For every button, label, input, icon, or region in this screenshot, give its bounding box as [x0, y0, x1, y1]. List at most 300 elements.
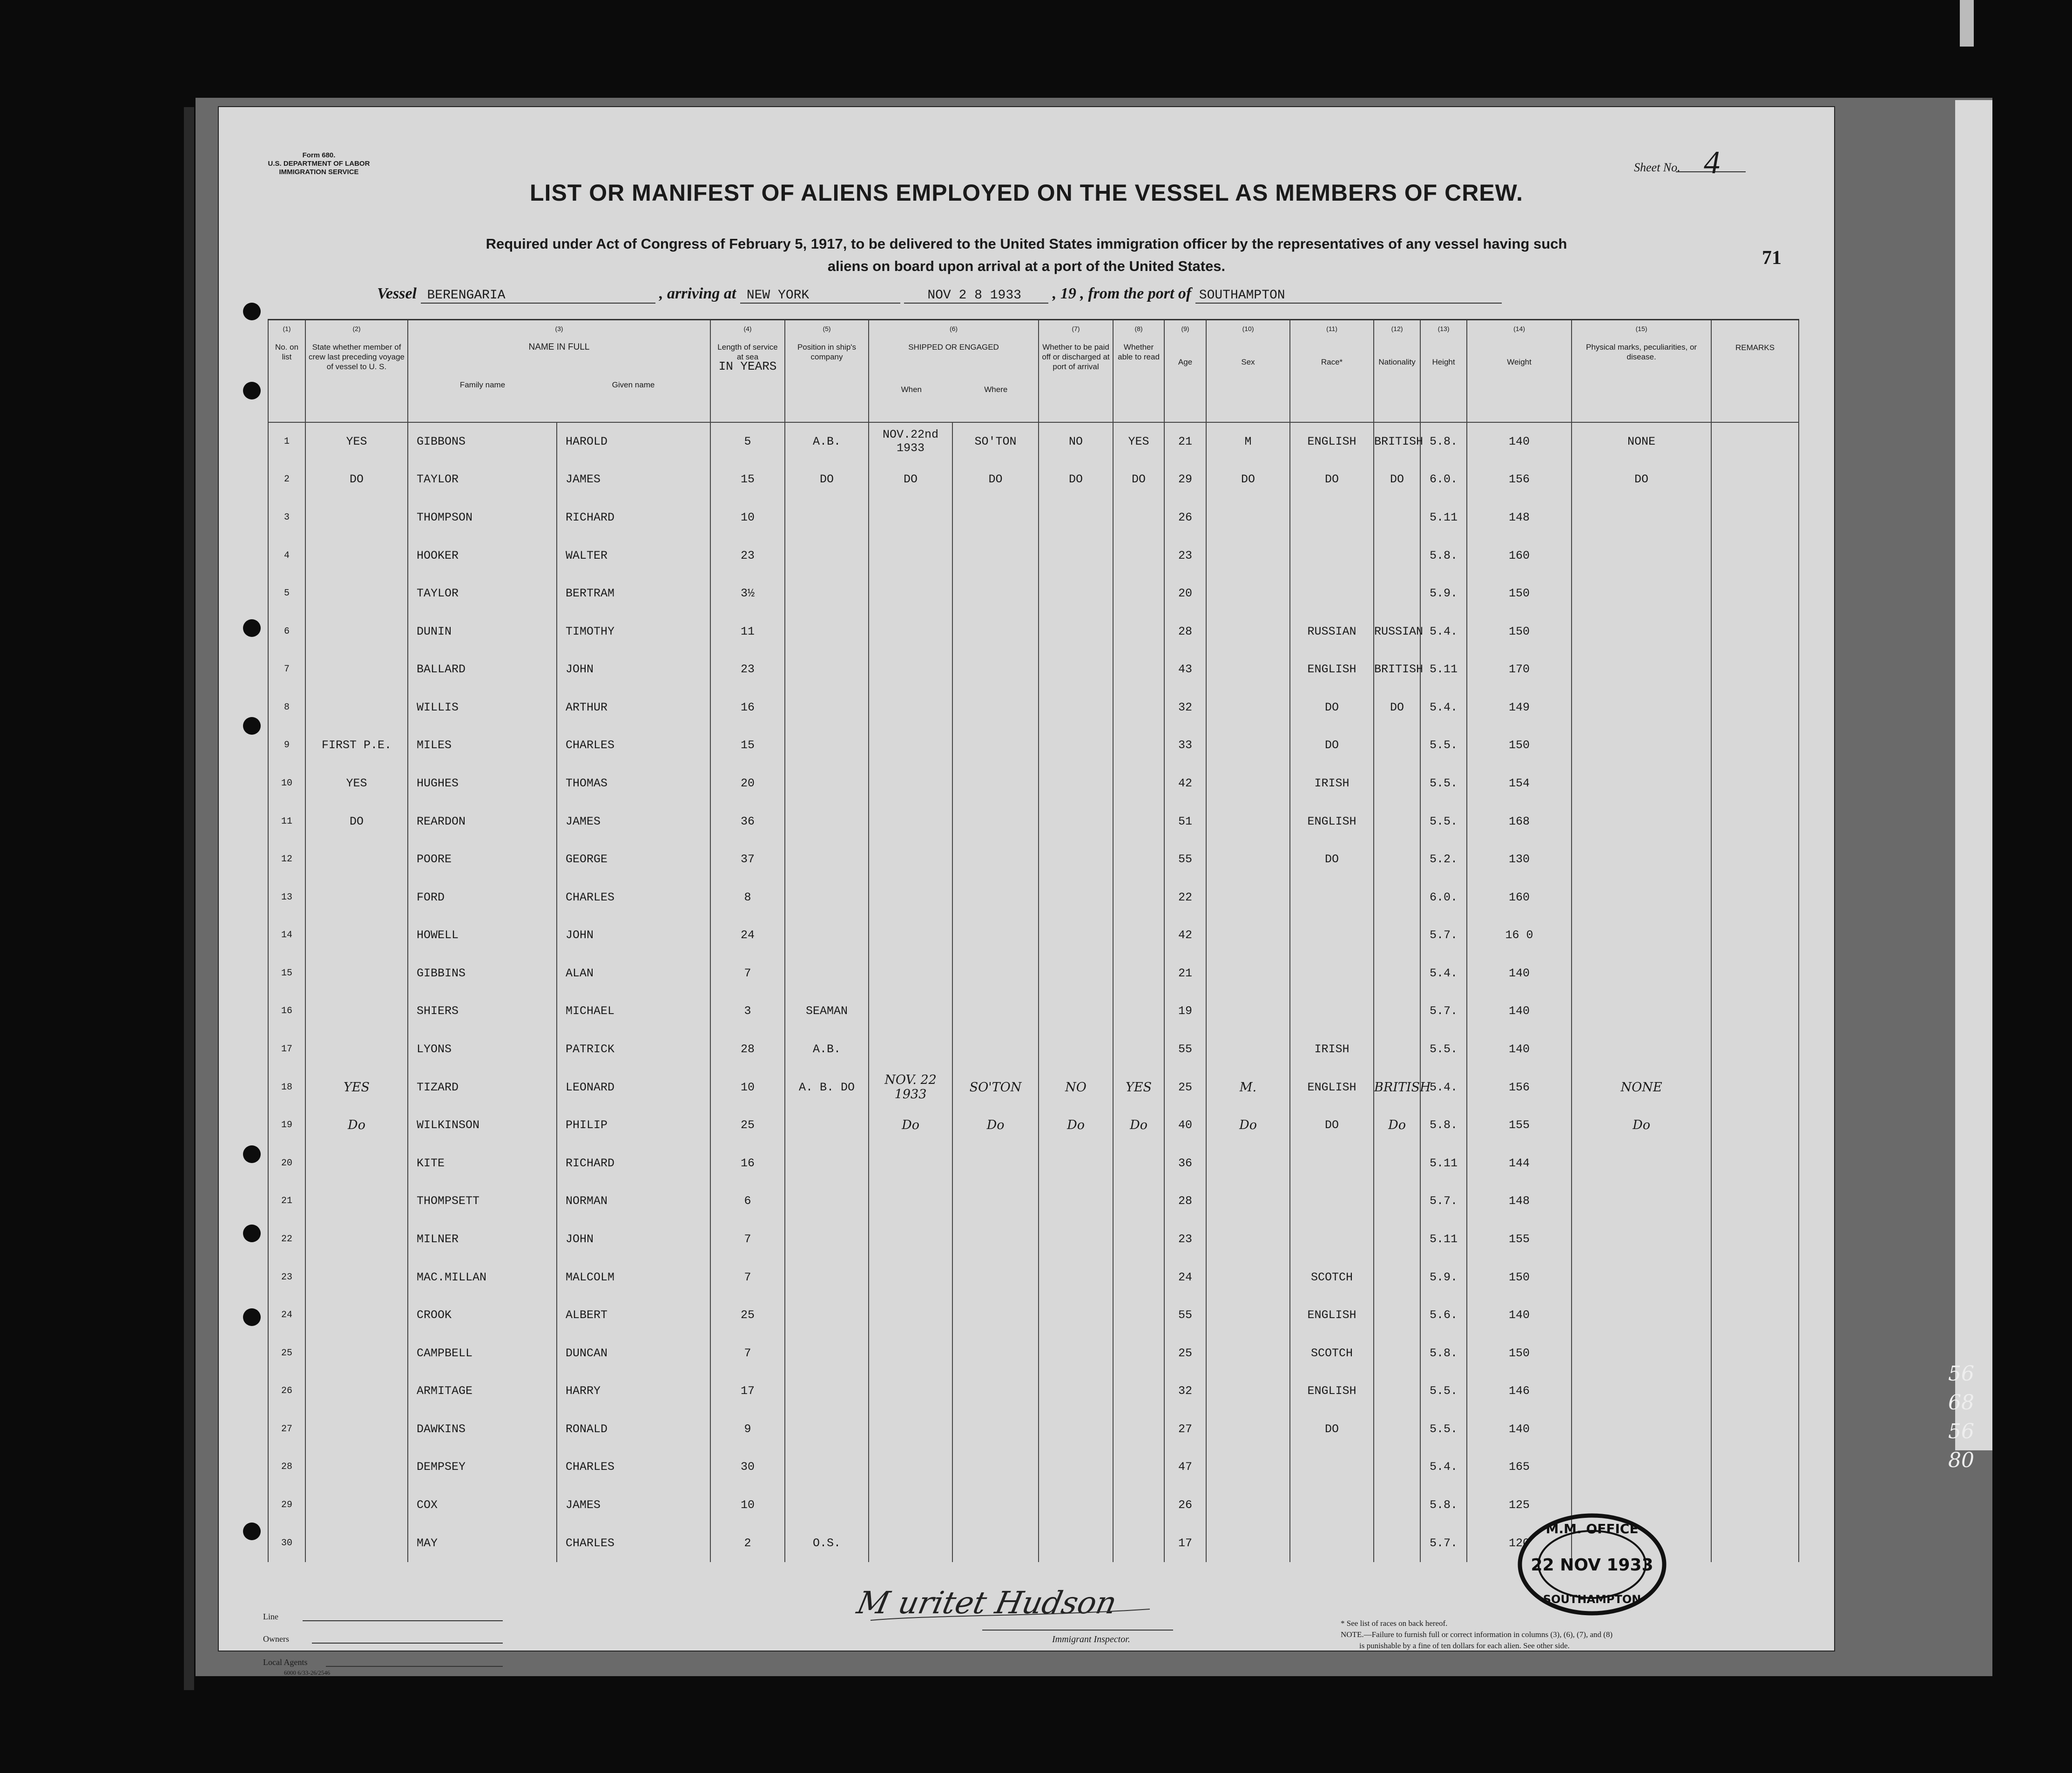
cell-height: 5.5. [1420, 765, 1467, 803]
cell-when [869, 765, 952, 803]
table-row [268, 1182, 1799, 1220]
cell-height: 5.5. [1420, 1030, 1467, 1069]
cell-race [1290, 1486, 1374, 1524]
cell-family-name: FORD [408, 878, 557, 916]
cell-race: ENGLISH [1290, 802, 1374, 840]
cell-family-name: TAYLOR [408, 575, 557, 613]
cell-service: 9 [710, 1410, 785, 1448]
cell-family-name: DEMPSEY [408, 1448, 557, 1486]
cell-height: 5.4. [1420, 954, 1467, 993]
cell-state [305, 1334, 408, 1372]
cell-no: 27 [268, 1410, 305, 1448]
cell-age: 17 [1164, 1524, 1206, 1562]
cell-read [1113, 1448, 1164, 1486]
cell-race [1290, 1524, 1374, 1562]
cell-no: 7 [268, 650, 305, 689]
cell-state [305, 1410, 408, 1448]
cell-sex [1206, 878, 1290, 916]
cell-state [305, 1220, 408, 1259]
cell-when [869, 954, 952, 993]
cell-height: 5.11 [1420, 1144, 1467, 1183]
cell-paid-off [1039, 765, 1113, 803]
cell-weight: 154 [1467, 765, 1572, 803]
cell-remarks [1711, 916, 1799, 954]
from-label: , from the port of [1080, 285, 1192, 302]
cell-read: YES [1113, 1068, 1164, 1106]
cell-marks [1572, 1410, 1711, 1448]
stamp-graphic [1515, 1511, 1669, 1618]
cell-age: 51 [1164, 802, 1206, 840]
cell-paid-off [1039, 878, 1113, 916]
cell-given-name: THOMAS [557, 765, 710, 803]
cell-height: 5.11 [1420, 650, 1467, 689]
cell-marks [1572, 1258, 1711, 1296]
cell-read [1113, 1220, 1164, 1259]
cell-read [1113, 575, 1164, 613]
cell-no: 15 [268, 954, 305, 993]
cell-paid-off [1039, 1334, 1113, 1372]
col-header-sex: (10) Sex [1206, 320, 1290, 422]
cell-state [305, 1524, 408, 1562]
col-header-given: Given name [612, 380, 655, 389]
cell-marks [1572, 765, 1711, 803]
cell-no: 8 [268, 689, 305, 727]
cell-race: SCOTCH [1290, 1258, 1374, 1296]
margin-notes: 56 68 56 80 [1948, 1362, 1974, 1472]
cell-weight: 170 [1467, 650, 1572, 689]
agents-underline [326, 1666, 503, 1667]
cell-family-name: REARDON [408, 802, 557, 840]
cell-no: 3 [268, 499, 305, 537]
cell-sex [1206, 1258, 1290, 1296]
cell-race [1290, 1144, 1374, 1183]
cell-marks [1572, 499, 1711, 537]
cell-remarks [1711, 460, 1799, 499]
cell-age: 55 [1164, 1030, 1206, 1069]
cell-read [1113, 802, 1164, 840]
cell-weight: 16 0 [1467, 916, 1572, 954]
col-header-state: (2) State whether member of crew last preceding voyage of vessel to U. S. [305, 320, 408, 422]
binding-edge [184, 107, 194, 1690]
cell-age: 24 [1164, 1258, 1206, 1296]
cell-given-name: BERTRAM [557, 575, 710, 613]
cell-age: 55 [1164, 1296, 1206, 1334]
col-header-where: Where [984, 385, 1008, 394]
cell-marks: Do [1572, 1106, 1711, 1144]
cell-where [952, 1182, 1039, 1220]
cell-age: 20 [1164, 575, 1206, 613]
cell-read [1113, 536, 1164, 575]
cell-family-name: GIBBINS [408, 954, 557, 993]
cell-read [1113, 1030, 1164, 1069]
table-row [268, 878, 1799, 916]
cell-remarks [1711, 575, 1799, 613]
table-row [268, 840, 1799, 879]
cell-sex [1206, 802, 1290, 840]
cell-when [869, 650, 952, 689]
table-row [268, 1334, 1799, 1372]
cell-read [1113, 992, 1164, 1030]
cell-position [785, 802, 869, 840]
cell-no: 9 [268, 726, 305, 765]
col-header-no: (1) No. on list [268, 320, 305, 422]
print-code: 6000 6/33-26/2546 [284, 1669, 331, 1676]
cell-sex [1206, 1448, 1290, 1486]
cell-remarks [1711, 1068, 1799, 1106]
cell-height: 5.8. [1420, 1486, 1467, 1524]
cell-weight: 140 [1467, 422, 1572, 461]
cell-where [952, 689, 1039, 727]
cell-race: SCOTCH [1290, 1334, 1374, 1372]
cell-position [785, 575, 869, 613]
cell-when [869, 1030, 952, 1069]
cell-no: 22 [268, 1220, 305, 1259]
cell-nationality [1374, 1524, 1420, 1562]
table-row [268, 1448, 1799, 1486]
cell-given-name: RICHARD [557, 1144, 710, 1183]
cell-remarks [1711, 499, 1799, 537]
cell-height: 5.11 [1420, 1220, 1467, 1259]
cell-read [1113, 1144, 1164, 1183]
cell-given-name: JOHN [557, 1220, 710, 1259]
cell-state [305, 916, 408, 954]
cell-given-name: CHARLES [557, 726, 710, 765]
cell-family-name: HOOKER [408, 536, 557, 575]
punch-hole [243, 619, 261, 637]
cell-where [952, 726, 1039, 765]
cell-service: 8 [710, 878, 785, 916]
cell-weight: 140 [1467, 954, 1572, 993]
cell-remarks [1711, 1030, 1799, 1069]
cell-service: 28 [710, 1030, 785, 1069]
cell-given-name: CHARLES [557, 878, 710, 916]
col-header-position: (5) Position in ship's company [785, 320, 869, 422]
cell-paid-off [1039, 1372, 1113, 1410]
cell-service: 15 [710, 460, 785, 499]
cell-nationality [1374, 536, 1420, 575]
cell-weight: 150 [1467, 612, 1572, 650]
cell-no: 24 [268, 1296, 305, 1334]
cell-paid-off [1039, 575, 1113, 613]
cell-service: 3½ [710, 575, 785, 613]
cell-nationality [1374, 1030, 1420, 1069]
cell-given-name: CHARLES [557, 1524, 710, 1562]
cell-height: 5.9. [1420, 1258, 1467, 1296]
cell-position [785, 612, 869, 650]
cell-where [952, 1258, 1039, 1296]
cell-where [952, 1448, 1039, 1486]
cell-age: 25 [1164, 1068, 1206, 1106]
line-underline [303, 1620, 503, 1621]
cell-age: 21 [1164, 954, 1206, 993]
cell-position: SEAMAN [785, 992, 869, 1030]
cell-paid-off [1039, 612, 1113, 650]
cell-marks [1572, 878, 1711, 916]
cell-read [1113, 1524, 1164, 1562]
cell-no: 20 [268, 1144, 305, 1183]
cell-where [952, 802, 1039, 840]
cell-where [952, 1372, 1039, 1410]
cell-age: 25 [1164, 1334, 1206, 1372]
cell-height: 5.4. [1420, 1448, 1467, 1486]
cell-sex [1206, 575, 1290, 613]
col-header-height: (13) Height [1420, 320, 1467, 422]
table-row [268, 1030, 1799, 1069]
cell-paid-off [1039, 1144, 1113, 1183]
cell-read [1113, 650, 1164, 689]
cell-read [1113, 954, 1164, 993]
cell-given-name: ARTHUR [557, 689, 710, 727]
cell-family-name: LYONS [408, 1030, 557, 1069]
cell-no: 25 [268, 1334, 305, 1372]
cell-no: 23 [268, 1258, 305, 1296]
cell-remarks [1711, 992, 1799, 1030]
cell-sex [1206, 1486, 1290, 1524]
cell-weight: 146 [1467, 1372, 1572, 1410]
cell-when [869, 802, 952, 840]
cell-remarks [1711, 954, 1799, 993]
table-row [268, 992, 1799, 1030]
cell-race: DO [1290, 460, 1374, 499]
cell-family-name: GIBBONS [408, 422, 557, 461]
cell-nationality [1374, 1296, 1420, 1334]
cell-position: DO [785, 460, 869, 499]
cell-family-name: MILNER [408, 1220, 557, 1259]
cell-service: 11 [710, 612, 785, 650]
cell-paid-off: NO [1039, 422, 1113, 461]
cell-race: DO [1290, 726, 1374, 765]
cell-nationality: DO [1374, 689, 1420, 727]
cell-state: DO [305, 802, 408, 840]
cell-read [1113, 499, 1164, 537]
cell-where: SO'TON [952, 1068, 1039, 1106]
cell-given-name: LEONARD [557, 1068, 710, 1106]
cell-nationality [1374, 1144, 1420, 1183]
cell-marks [1572, 1144, 1711, 1183]
cell-given-name: GEORGE [557, 840, 710, 879]
cell-given-name: PHILIP [557, 1106, 710, 1144]
cell-marks: NONE [1572, 1068, 1711, 1106]
cell-nationality [1374, 1448, 1420, 1486]
cell-nationality: DO [1374, 460, 1420, 499]
cell-when [869, 916, 952, 954]
cell-nationality [1374, 765, 1420, 803]
cell-state [305, 1296, 408, 1334]
cell-service: 10 [710, 499, 785, 537]
cell-when [869, 878, 952, 916]
cell-given-name: CHARLES [557, 1448, 710, 1486]
cell-race: DO [1290, 689, 1374, 727]
cell-where [952, 1030, 1039, 1069]
cell-age: 28 [1164, 1182, 1206, 1220]
col-header-nationality: (12) Nationality [1374, 320, 1420, 422]
cell-sex [1206, 1182, 1290, 1220]
cell-read [1113, 1182, 1164, 1220]
col-header-paid-off: (7) Whether to be paid off or discharged at port of arrival [1039, 320, 1113, 422]
cell-state [305, 878, 408, 916]
cell-race: IRISH [1290, 765, 1374, 803]
cell-given-name: TIMOTHY [557, 612, 710, 650]
underlying-sheet-edge [1955, 100, 1992, 1450]
cell-when [869, 575, 952, 613]
cell-age: 22 [1164, 878, 1206, 916]
cell-height: 5.7. [1420, 992, 1467, 1030]
cell-no: 2 [268, 460, 305, 499]
table-row [268, 575, 1799, 613]
cell-given-name: MICHAEL [557, 992, 710, 1030]
cell-position [785, 1296, 869, 1334]
cell-race [1290, 1182, 1374, 1220]
cell-where: Do [952, 1106, 1039, 1144]
cell-position [785, 1182, 869, 1220]
cell-marks [1572, 726, 1711, 765]
cell-when [869, 689, 952, 727]
cell-sex [1206, 1296, 1290, 1334]
cell-given-name: HARRY [557, 1372, 710, 1410]
cell-race: ENGLISH [1290, 1068, 1374, 1106]
cell-position [785, 1106, 869, 1144]
cell-nationality [1374, 802, 1420, 840]
cell-service: 20 [710, 765, 785, 803]
cell-sex [1206, 1144, 1290, 1183]
cell-state [305, 650, 408, 689]
cell-nationality [1374, 1334, 1420, 1372]
table-row [268, 612, 1799, 650]
cell-sex [1206, 1524, 1290, 1562]
cell-weight: 155 [1467, 1106, 1572, 1144]
cell-sex [1206, 954, 1290, 993]
cell-no: 14 [268, 916, 305, 954]
cell-height: 5.7. [1420, 1182, 1467, 1220]
cell-no: 12 [268, 840, 305, 879]
cell-no: 1 [268, 422, 305, 461]
cell-paid-off [1039, 1182, 1113, 1220]
cell-remarks [1711, 612, 1799, 650]
manifest-body [268, 422, 1799, 1563]
cell-when: DO [869, 460, 952, 499]
cell-sex [1206, 536, 1290, 575]
cell-height: 5.7. [1420, 916, 1467, 954]
owners-label: Owners [263, 1634, 289, 1644]
cell-race [1290, 878, 1374, 916]
cell-position [785, 499, 869, 537]
cell-family-name: KITE [408, 1144, 557, 1183]
vessel-line [377, 285, 1502, 304]
cell-state [305, 1448, 408, 1486]
cell-family-name: CROOK [408, 1296, 557, 1334]
cell-remarks [1711, 422, 1799, 461]
cell-sex [1206, 650, 1290, 689]
cell-when: NOV. 22 1933 [869, 1068, 952, 1106]
cell-no: 21 [268, 1182, 305, 1220]
cell-position [785, 1486, 869, 1524]
cell-no: 16 [268, 992, 305, 1030]
cell-when [869, 1296, 952, 1334]
cell-given-name: JOHN [557, 916, 710, 954]
cell-service: 5 [710, 422, 785, 461]
cell-family-name: TIZARD [408, 1068, 557, 1106]
table-row [268, 916, 1799, 954]
svg-text:22 NOV 1933: 22 NOV 1933 [1531, 1556, 1654, 1575]
cell-family-name: DUNIN [408, 612, 557, 650]
table-row [268, 1372, 1799, 1410]
cell-weight: 148 [1467, 499, 1572, 537]
arriving-label: , arriving at [659, 285, 736, 302]
cell-height: 5.6. [1420, 1296, 1467, 1334]
cell-position [785, 1334, 869, 1372]
cell-weight: 150 [1467, 726, 1572, 765]
cell-nationality [1374, 1182, 1420, 1220]
cell-height: 5.9. [1420, 575, 1467, 613]
line-label: Line [263, 1612, 278, 1621]
cell-state [305, 575, 408, 613]
cell-state [305, 689, 408, 727]
cell-sex [1206, 1030, 1290, 1069]
cell-weight: 120 [1467, 1524, 1572, 1562]
punch-hole [243, 1523, 261, 1540]
cell-position [785, 1448, 869, 1486]
cell-age: 43 [1164, 650, 1206, 689]
cell-sex [1206, 1410, 1290, 1448]
cell-nationality [1374, 1410, 1420, 1448]
cell-family-name: DAWKINS [408, 1410, 557, 1448]
cell-where [952, 650, 1039, 689]
cell-nationality: BRITISH [1374, 422, 1420, 461]
cell-family-name: WILKINSON [408, 1106, 557, 1144]
cell-position [785, 536, 869, 575]
cell-when [869, 1258, 952, 1296]
cell-weight: 140 [1467, 1296, 1572, 1334]
cell-age: 42 [1164, 916, 1206, 954]
cell-race: ENGLISH [1290, 422, 1374, 461]
cell-paid-off [1039, 1296, 1113, 1334]
cell-when [869, 1410, 952, 1448]
cell-height: 5.8. [1420, 1106, 1467, 1144]
cell-no: 13 [268, 878, 305, 916]
cell-service: 6 [710, 1182, 785, 1220]
cell-service: 25 [710, 1296, 785, 1334]
cell-nationality [1374, 499, 1420, 537]
vessel-label: Vessel [377, 285, 417, 302]
cell-service: 36 [710, 802, 785, 840]
cell-read [1113, 1372, 1164, 1410]
cell-when [869, 1372, 952, 1410]
cell-paid-off [1039, 1448, 1113, 1486]
cell-where [952, 1296, 1039, 1334]
cell-state: YES [305, 422, 408, 461]
cell-remarks [1711, 1448, 1799, 1486]
cell-remarks [1711, 1524, 1799, 1562]
cell-weight: 160 [1467, 536, 1572, 575]
table-row [268, 650, 1799, 689]
cell-state: FIRST P.E. [305, 726, 408, 765]
cell-position [785, 726, 869, 765]
cell-read: DO [1113, 460, 1164, 499]
cell-height: 5.8. [1420, 1334, 1467, 1372]
cell-where [952, 992, 1039, 1030]
cell-service: 25 [710, 1106, 785, 1144]
table-row [268, 689, 1799, 727]
cell-remarks [1711, 1334, 1799, 1372]
table-row [268, 726, 1799, 765]
cell-family-name: CAMPBELL [408, 1334, 557, 1372]
cell-age: 47 [1164, 1448, 1206, 1486]
cell-paid-off [1039, 802, 1113, 840]
col-header-shipped: (6) SHIPPED OR ENGAGED When Where [869, 320, 1039, 422]
cell-race [1290, 916, 1374, 954]
cell-given-name: JAMES [557, 1486, 710, 1524]
cell-marks [1572, 1448, 1711, 1486]
